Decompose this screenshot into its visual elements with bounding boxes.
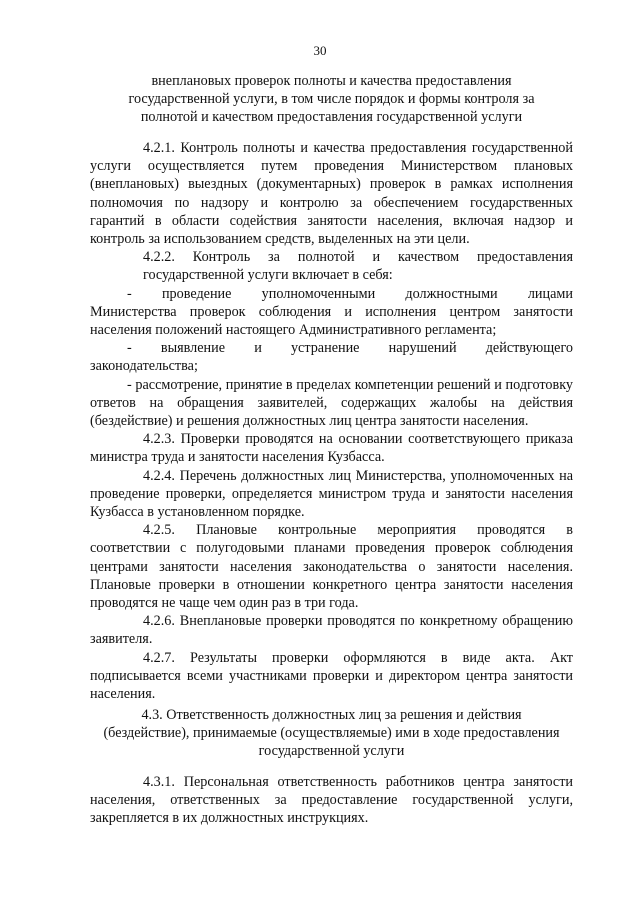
list-item-violations: [90, 339, 573, 375]
list-item-rest: Министерства проверок соблюдения и исполнения центром занятости населения положений настоящего Административного регламента;: [90, 303, 573, 339]
list-item-complaints: - рассмотрение, принятие в пределах компетенции решений и подготовку ответов на обращения заявителей, содержащих жалобы на действия (бездействие) и решения должностных лиц центра занятости населения.: [90, 376, 573, 430]
page-number: 30: [313, 43, 327, 58]
paragraph-4-2-3: 4.2.3. Проверки проводятся на основании соответствующего приказа министра труда и занятости населения Кузбасса.: [90, 431, 573, 466]
paragraph-rest: соответствии с полугодовыми планами проведения проверок соблюдения центрами занятости населения законодательства о занятости населения. Плановые проверки в отношении конкретного центра занятости населения проводятся не чаще чем один раз в три года.: [90, 540, 573, 612]
heading-line: государственной услуги: [258, 743, 405, 760]
section-heading-control-procedures: [90, 72, 573, 127]
heading-line: полнотой и качеством предоставления государственной услуги: [140, 109, 523, 126]
paragraph-rest: подписывается всеми участниками проверки и директором центра занятости населения.: [90, 667, 573, 703]
paragraph-4-2-7: [90, 649, 573, 704]
heading-line: государственной услуги, в том числе порядок и формы контроля за: [128, 91, 535, 108]
paragraph-line: 4.2.7. Результаты проверки оформляются в виде акта. Акт: [143, 649, 573, 666]
paragraph-4-2-5: [90, 521, 573, 612]
list-item-first-line: - выявление и устранение нарушений действующего: [127, 340, 573, 357]
section-body-4-2: [90, 139, 573, 703]
paragraph-line: 4.2.2. Контроль за полнотой и качеством предоставления: [143, 249, 573, 266]
heading-line: (бездействие), принимаемые (осуществляемые) ими в ходе предоставления: [103, 725, 560, 742]
heading-line: внеплановых проверок полноты и качества предоставления: [151, 73, 512, 89]
list-item-first-line: - проведение уполномоченными должностными лицами: [127, 285, 573, 302]
section-heading-4-3: [90, 706, 573, 761]
section-body-4-3: [90, 773, 573, 828]
paragraph-4-2-1: 4.2.1. Контроль полноты и качества предоставления государственной услуги осуществляется путем проведения Министерством плановых (внеплановых) выездных (документарных) проверок в рамках исполнения полномочия по надзору и контролю за обеспечением государственных гарантий в области содействия занятости населения, включая надзор и контроль за использованием средств, выделенных на эти цели.: [90, 140, 573, 248]
heading-line: 4.3. Ответственность должностных лиц за решения и действия: [141, 707, 522, 723]
paragraph-4-2-4: 4.2.4. Перечень должностных лиц Министерства, уполномоченных на проведение проверки, определяется министром труда и занятости населения Кузбасса в установленном порядке.: [90, 467, 573, 521]
paragraph-4-2-6: 4.2.6. Внеплановые проверки проводятся по конкретному обращению заявителя.: [90, 613, 573, 648]
paragraph-4-3-1: 4.3.1. Персональная ответственность работников центра занятости населения, ответственных за предоставление государственной услуги, закрепляется в их должностных инструкциях.: [90, 774, 573, 827]
list-item-rest: законодательства;: [90, 358, 198, 375]
paragraph-line: 4.2.5. Плановые контрольные мероприятия проводятся в: [143, 522, 573, 539]
paragraph-line: государственной услуги включает в себя:: [143, 267, 393, 284]
paragraph-4-2-2: [90, 248, 573, 284]
list-item-inspections: [90, 285, 573, 340]
